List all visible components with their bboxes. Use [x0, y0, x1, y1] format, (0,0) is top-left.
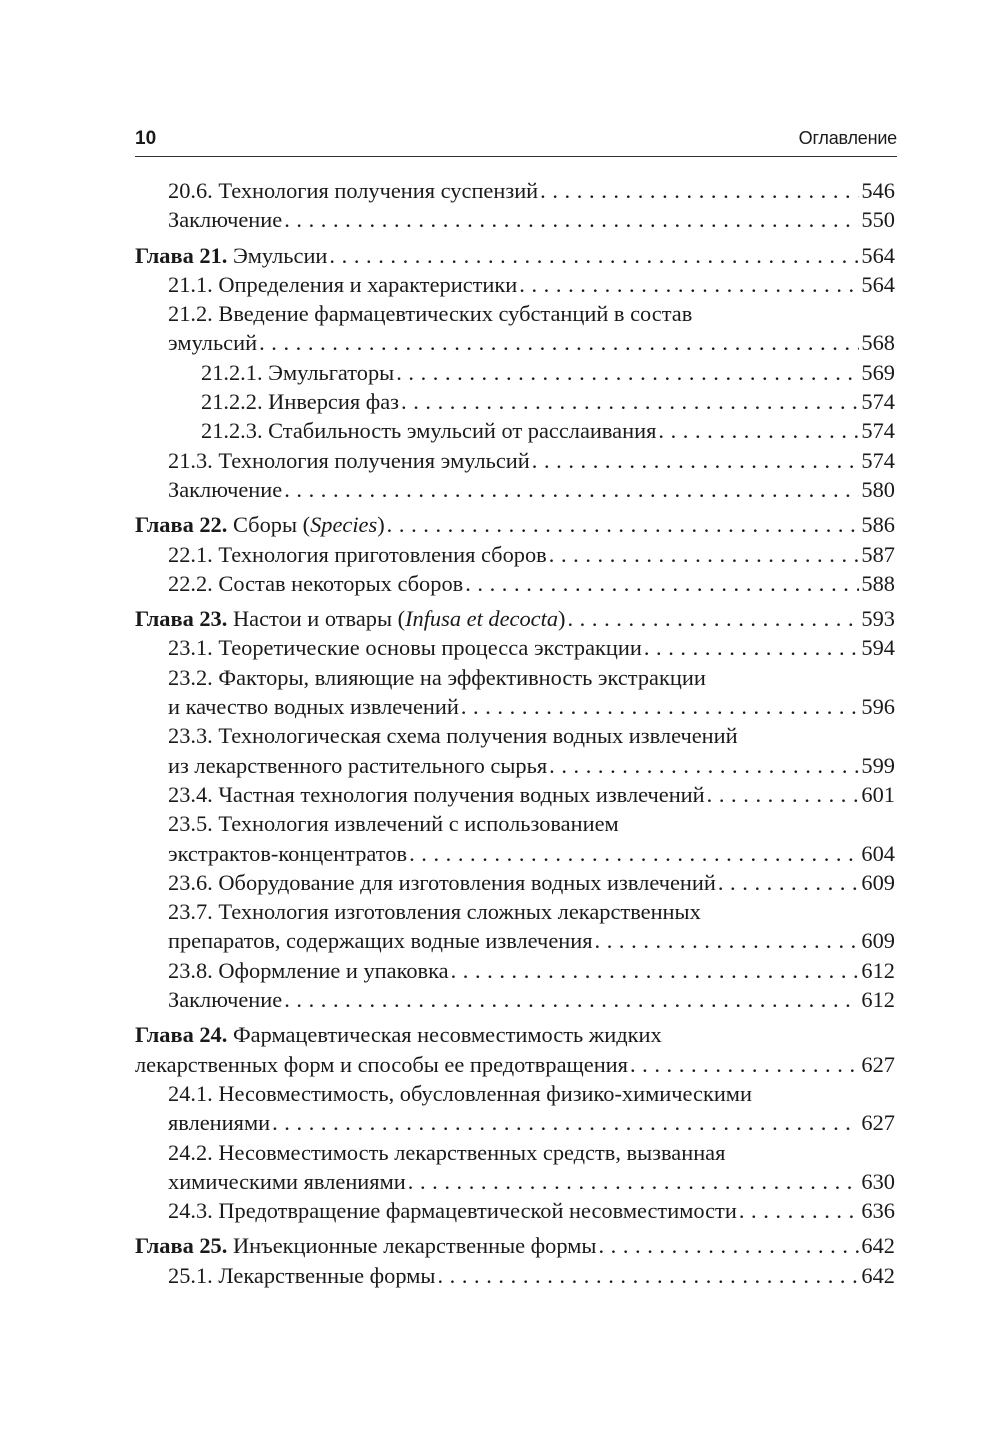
toc-entry-title [168, 926, 593, 955]
toc-entry-title [168, 475, 282, 504]
toc-page-number: 564 [861, 242, 895, 268]
toc-line [168, 809, 895, 838]
leader-dots [658, 416, 859, 445]
leader-dots [718, 868, 860, 897]
toc-entry-text: 25.1. Лекарственные формы [168, 1262, 436, 1288]
toc-page-number: 587 [861, 541, 895, 567]
toc-section-entry [135, 387, 895, 416]
leader-dots [598, 1231, 859, 1260]
toc-entry-text: препаратов, содержащих водные извлечения [168, 928, 593, 954]
toc-section-entry [135, 1196, 895, 1225]
toc-section-entry [135, 475, 895, 504]
toc-entry-text: Эмульсии [232, 242, 328, 268]
toc-entry-title [168, 868, 716, 897]
toc-entry-title [168, 446, 530, 475]
toc-entry-title [168, 328, 257, 357]
chapter-label: Глава 25. [135, 1233, 228, 1259]
toc-entry-text: Заключение [168, 207, 283, 233]
toc-entry-text: 24.3. Предотвращение фармацевтической несовместимости [168, 1198, 737, 1224]
toc-line [168, 270, 895, 299]
toc-page-number: 593 [861, 606, 895, 632]
toc-page-number: 546 [861, 178, 895, 203]
toc-entry-text: Фармацевтическая несовместимость жидких [232, 1022, 662, 1048]
leader-dots [595, 926, 860, 955]
leader-dots [567, 604, 859, 633]
toc-entry-title [168, 1196, 737, 1225]
toc-page-number: 612 [861, 957, 895, 983]
toc-entry-text: 22.2. Состав некоторых сборов [168, 570, 464, 596]
toc-entry-title [201, 416, 656, 445]
toc-page-number: 627 [861, 1110, 895, 1136]
leader-dots [630, 1050, 859, 1079]
toc-entry-text: 23.8. Оформление и упаковка [168, 957, 449, 983]
toc-entry-title [168, 897, 701, 926]
toc-line [135, 1020, 895, 1049]
leader-dots [408, 1167, 860, 1196]
toc-page-number: 599 [861, 752, 895, 778]
closing-paren: ) [558, 606, 566, 632]
toc-entry-text: Заключение [168, 476, 283, 502]
toc-line [168, 1167, 895, 1196]
toc-section-entry [135, 956, 895, 985]
toc-page-number: 574 [861, 389, 895, 415]
latin-title: Infusa et decocta [405, 606, 559, 632]
toc-line [168, 926, 895, 955]
toc-entry-title [168, 692, 459, 721]
toc-entry-title [168, 839, 407, 868]
toc-line [201, 416, 895, 445]
toc-entry-text: 20.6. Технология получения суспензий [168, 178, 539, 203]
toc-line [168, 956, 895, 985]
toc-entry-text: 24.2. Несовместимость лекарственных средств, вызванная [168, 1139, 726, 1165]
toc-line [168, 1079, 895, 1108]
toc-entry-text: 21.2.1. Эмульгаторы [201, 359, 395, 385]
toc-page-number: 588 [861, 570, 895, 596]
toc-entry-text: 21.2.2. Инверсия фаз [201, 389, 400, 415]
leader-dots [329, 241, 859, 270]
toc-page-number: 594 [861, 635, 895, 661]
toc-entry-text: эмульсий [168, 330, 258, 356]
toc-page-number: 564 [861, 271, 895, 297]
toc-entry-text: 23.6. Оборудование для изготовления водных извлечений [168, 869, 716, 895]
toc-chapter-entry [135, 241, 895, 270]
leader-dots [549, 540, 860, 569]
page-header [135, 126, 897, 157]
toc-entry-text: 23.3. Технологическая схема получения водных извлечений [168, 723, 738, 749]
toc-entry-title [168, 721, 738, 750]
toc-entry-title [201, 387, 399, 416]
toc-section-entry [135, 540, 895, 569]
toc-line [168, 205, 895, 234]
toc-section-entry [135, 446, 895, 475]
toc-line [135, 1231, 895, 1260]
toc-entry-title [168, 176, 538, 205]
toc-entry-text: 23.1. Теоретические основы процесса экстракции [168, 635, 642, 661]
toc-entry-title [135, 1050, 628, 1079]
toc-entry-text: из лекарственного растительного сырья [168, 752, 548, 778]
toc-section-entry [135, 985, 895, 1014]
leader-dots [272, 1108, 859, 1137]
toc-entry-title [168, 1261, 435, 1290]
toc-section-entry [135, 205, 895, 234]
toc-page-number: 636 [861, 1198, 895, 1224]
toc-entry-title [135, 241, 327, 270]
closing-paren: ) [377, 512, 385, 538]
toc-section-entry [135, 897, 895, 956]
toc-chapter-entry [135, 1020, 895, 1079]
toc-line [168, 780, 895, 809]
toc-line [168, 328, 895, 357]
toc-page-number: 596 [861, 694, 895, 720]
toc-line [168, 839, 895, 868]
toc-page-number: 601 [861, 781, 895, 807]
toc-line [168, 897, 895, 926]
leader-dots [465, 569, 859, 598]
toc-entry-title [168, 956, 449, 985]
toc-entry-text: 23.2. Факторы, влияющие на эффективность экстракции [168, 664, 706, 690]
toc-entry-text: экстрактов-концентратов [168, 840, 408, 866]
toc-line [168, 721, 895, 750]
toc-line [168, 569, 895, 598]
toc-page-number: 586 [861, 512, 895, 538]
toc-chapter-entry [135, 604, 895, 633]
toc-line [168, 299, 895, 328]
toc-entry-title [168, 751, 547, 780]
leader-dots [284, 985, 859, 1014]
toc-line [168, 475, 895, 504]
toc-line [168, 540, 895, 569]
toc-line [168, 692, 895, 721]
toc-entry-text: 21.2.3. Стабильность эмульсий от расслаивания [201, 418, 657, 444]
toc-page-number: 568 [861, 330, 895, 356]
toc-line [168, 868, 895, 897]
leader-dots [284, 205, 859, 234]
toc-page-number: 612 [861, 987, 895, 1013]
toc-section-entry [135, 633, 895, 662]
chapter-label: Глава 24. [135, 1022, 228, 1048]
toc-line [168, 1108, 895, 1137]
toc-section-entry [135, 809, 895, 868]
toc-entry-text: Сборы ( [232, 512, 311, 538]
toc-entry-text: и качество водных извлечений [168, 694, 459, 720]
toc-entry-title [168, 985, 282, 1014]
toc-entry-text: Настои и отвары ( [232, 606, 406, 632]
toc-entry-title [135, 1020, 662, 1049]
toc-entry-text: химическими явлениями [168, 1168, 406, 1194]
leader-dots [739, 1196, 860, 1225]
toc-line [168, 1138, 895, 1167]
table-of-contents [135, 176, 895, 1290]
toc-line [135, 510, 895, 539]
toc-page-number: 609 [861, 869, 895, 895]
toc-section-entry [135, 299, 895, 358]
leader-dots [396, 358, 859, 387]
toc-line [168, 663, 895, 692]
toc-page-number: 604 [861, 840, 895, 866]
toc-line [168, 1261, 895, 1290]
leader-dots [401, 387, 859, 416]
toc-entry-title [135, 510, 385, 539]
toc-page-number: 574 [861, 447, 895, 473]
toc-line [168, 1196, 895, 1225]
toc-page-number: 642 [861, 1233, 895, 1259]
chapter-label: Глава 21. [135, 242, 228, 268]
toc-section-entry [135, 868, 895, 897]
toc-entry-title [168, 663, 706, 692]
page-number: 10 [135, 128, 157, 149]
toc-entry-text: 21.1. Определения и характеристики [168, 271, 518, 297]
leader-dots [259, 328, 859, 357]
toc-entry-title [168, 299, 692, 328]
toc-entry-title [168, 569, 463, 598]
toc-line [168, 751, 895, 780]
leader-dots [284, 475, 859, 504]
toc-entry-text: 23.5. Технология извлечений с использованием [168, 811, 619, 837]
toc-line [168, 633, 895, 662]
toc-section-entry [135, 358, 895, 387]
toc-entry-title [168, 270, 517, 299]
leader-dots [409, 839, 859, 868]
toc-chapter-entry [135, 1231, 895, 1260]
leader-dots [540, 176, 859, 205]
toc-section-entry [135, 1079, 895, 1138]
toc-entry-title [168, 809, 619, 838]
toc-page-number: 569 [861, 359, 895, 385]
toc-entry-text: явлениями [168, 1110, 271, 1136]
toc-entry-title [168, 1079, 752, 1108]
toc-entry-title [201, 358, 394, 387]
toc-page-number: 580 [861, 476, 895, 502]
toc-entry-title [168, 540, 547, 569]
toc-section-entry [135, 416, 895, 445]
toc-section-entry [135, 1138, 895, 1197]
toc-entry-title [168, 780, 705, 809]
toc-page-number: 609 [861, 928, 895, 954]
toc-line [168, 176, 895, 205]
toc-chapter-entry [135, 510, 895, 539]
leader-dots [387, 510, 860, 539]
toc-entry-title [168, 1138, 725, 1167]
leader-dots [451, 956, 860, 985]
toc-entry-text: Инъекционные лекарственные формы [232, 1233, 597, 1259]
toc-section-entry [135, 721, 895, 780]
chapter-label: Глава 22. [135, 512, 228, 538]
toc-entry-title [168, 1108, 270, 1137]
toc-line [135, 604, 895, 633]
toc-section-entry [135, 176, 895, 205]
toc-entry-title [135, 604, 565, 633]
toc-line [201, 358, 895, 387]
toc-entry-text: 24.1. Несовместимость, обусловленная физико-химическими [168, 1080, 752, 1106]
leader-dots [461, 692, 860, 721]
toc-line [201, 387, 895, 416]
toc-section-entry [135, 569, 895, 598]
toc-page-number: 574 [861, 418, 895, 444]
toc-section-entry [135, 663, 895, 722]
leader-dots [532, 446, 860, 475]
toc-entry-text: 22.1. Технология приготовления сборов [168, 541, 547, 567]
toc-entry-title [168, 205, 282, 234]
toc-line [168, 985, 895, 1014]
toc-entry-text: 21.3. Технология получения эмульсий [168, 447, 530, 473]
leader-dots [644, 633, 860, 662]
toc-entry-title [168, 633, 642, 662]
toc-entry-text: Заключение [168, 987, 283, 1013]
toc-section-entry [135, 270, 895, 299]
toc-page-number: 630 [861, 1168, 895, 1194]
toc-section-entry [135, 1261, 895, 1290]
toc-page-number: 550 [861, 207, 895, 233]
toc-entry-text: 23.7. Технология изготовления сложных лекарственных [168, 899, 701, 925]
toc-line [168, 446, 895, 475]
latin-title: Species [310, 512, 378, 538]
chapter-label: Глава 23. [135, 606, 228, 632]
leader-dots [519, 270, 859, 299]
toc-page-number: 642 [861, 1262, 895, 1288]
toc-line [135, 241, 895, 270]
toc-section-entry [135, 780, 895, 809]
leader-dots [707, 780, 860, 809]
toc-line [135, 1050, 895, 1079]
running-title: Оглавление [798, 128, 897, 148]
toc-entry-title [135, 1231, 596, 1260]
toc-entry-title [168, 1167, 406, 1196]
toc-entry-text: лекарственных форм и способы ее предотвращения [135, 1051, 628, 1077]
toc-entry-text: 21.2. Введение фармацевтических субстанций в состав [168, 301, 693, 327]
leader-dots [437, 1261, 859, 1290]
leader-dots [549, 751, 859, 780]
toc-page-number: 627 [861, 1051, 895, 1077]
toc-entry-text: 23.4. Частная технология получения водных извлечений [168, 781, 705, 807]
